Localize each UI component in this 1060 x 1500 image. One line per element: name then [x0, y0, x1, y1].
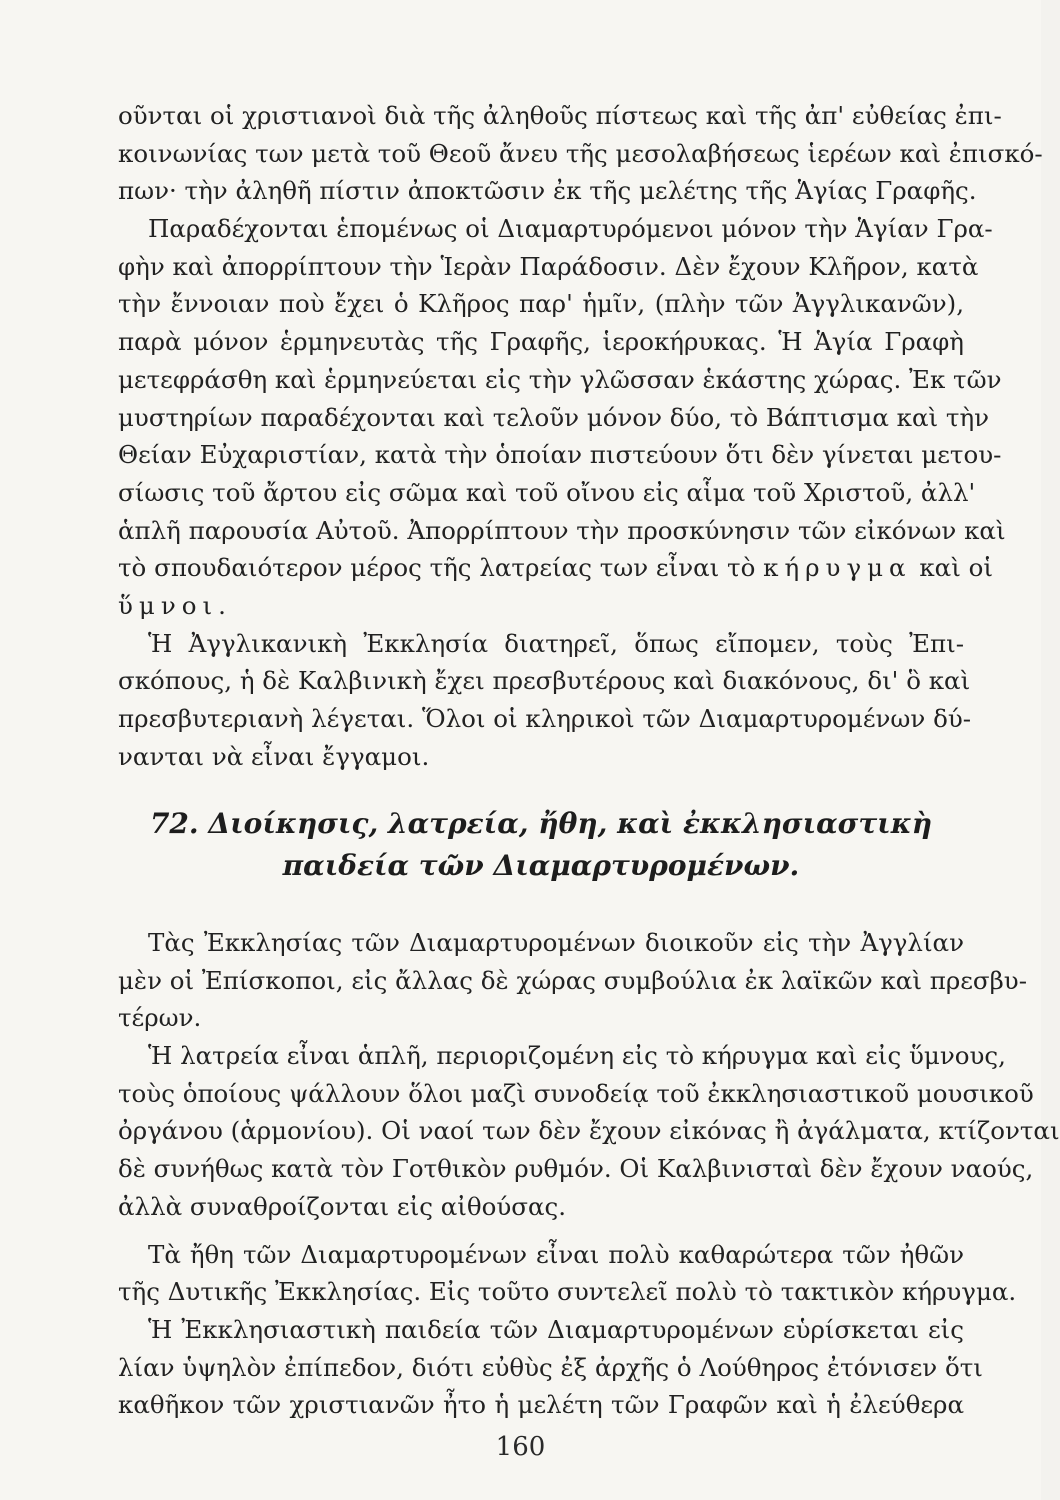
- line-prefix: τὸ σπουδαιότερον μέρος τῆς λατρείας των εἶναι τὸ: [118, 553, 756, 583]
- text-line: Τὰ ἤθη τῶν Διαμαρτυρομένων εἶναι πολὺ καθαρώτερα τῶν ἠθῶν: [148, 1239, 964, 1269]
- text-line: οῦνται οἱ χριστιανοὶ διὰ τῆς ἀληθοῦς πίστεως καὶ τῆς ἀπ' εὐθείας ἐπι-: [118, 101, 1002, 130]
- text-line: τοὺς ὁποίους ψάλλουν ὅλοι μαζὶ συνοδείᾳ τοῦ ἐκκλησιαστικοῦ μουσικοῦ: [118, 1078, 1034, 1108]
- text-line: τῆς Δυτικῆς Ἐκκλησίας. Εἰς τοῦτο συντελεῖ πολὺ τὸ τακτικὸν κήρυγμα.: [118, 1277, 1017, 1307]
- text-line: σίωσις τοῦ ἄρτου εἰς σῶμα καὶ τοῦ οἴνου εἰς αἷμα τοῦ Χριστοῦ, ἀλλ': [118, 477, 976, 507]
- section-heading-line-1: 72. Διοίκησις, λατρεία, ἤθη, καὶ ἐκκλησιαστικὴ: [149, 807, 933, 840]
- paragraph-gap: [118, 1226, 964, 1236]
- text-line: φὴν καὶ ἀπορρίπτουν τὴν Ἱερὰν Παράδοσιν. Δὲν ἔχουν Κλῆρον, κατὰ: [118, 251, 979, 281]
- text-line: Ἡ Ἀγγλικανικὴ Ἐκκλησία διατηρεῖ, ὅπως εἴπομεν, τοὺς Ἐπι-: [148, 628, 964, 658]
- text-line-with-spaced-words: [118, 549, 993, 587]
- spaced-word: κήρυγμα: [763, 553, 912, 583]
- section-heading: [118, 803, 964, 887]
- line-suffix: καὶ οἱ: [919, 553, 993, 583]
- text-line: Τὰς Ἐκκλησίας τῶν Διαμαρτυρομένων διοικοῦν εἰς τὴν Ἀγγλίαν: [148, 928, 964, 957]
- text-line: ἁπλῆ παρουσία Αὐτοῦ. Ἀπορρίπτουν τὴν προσκύνησιν τῶν εἰκόνων καὶ: [118, 515, 1006, 545]
- text-line: δὲ συνήθως κατὰ τὸν Γοτθικὸν ρυθμόν. Οἱ Καλβινισταὶ δὲν ἔχουν ναούς,: [118, 1154, 1034, 1184]
- text-line: νανται νὰ εἶναι ἔγγαμοι.: [118, 741, 430, 771]
- text-line: τέρων.: [118, 1003, 202, 1033]
- top-text-block: [118, 97, 1043, 775]
- text-line: κοινωνίας των μετὰ τοῦ Θεοῦ ἄνευ τῆς μεσολαβήσεως ἱερέων καὶ ἐπισκό-: [118, 138, 1043, 168]
- text-line: μυστηρίων παραδέχονται καὶ τελοῦν μόνον δύο, τὸ Βάπτισμα καὶ τὴν: [118, 402, 990, 432]
- text-line: Ἡ λατρεία εἶναι ἁπλῆ, περιοριζομένη εἰς τὸ κήρυγμα καὶ εἰς ὕμνους,: [148, 1041, 1006, 1071]
- spaced-word-line: ὕμνοι.: [118, 590, 232, 620]
- text-line: Θείαν Εὐχαριστίαν, κατὰ τὴν ὁποίαν πιστεύουν ὅτι δὲν γίνεται μετου-: [118, 440, 1002, 470]
- text-line: τὴν ἔννοιαν ποὺ ἔχει ὁ Κλῆρος παρ' ἡμῖν, (πλὴν τῶν Ἀγγλικανῶν),: [118, 289, 964, 319]
- text-line: μὲν οἱ Ἐπίσκοποι, εἰς ἄλλας δὲ χώρας συμβούλια ἐκ λαϊκῶν καὶ πρεσβυ-: [118, 965, 1027, 995]
- text-line: καθῆκον τῶν χριστιανῶν ἦτο ἡ μελέτη τῶν Γραφῶν καὶ ἡ ἐλεύθερα: [118, 1390, 964, 1420]
- text-line: ὀργάνου (ἁρμονίου). Οἱ ναοί των δὲν ἔχουν εἰκόνας ἢ ἀγάλματα, κτίζονται: [118, 1116, 1060, 1146]
- bottom-text-block: [118, 924, 1060, 1424]
- text-line: λίαν ὑψηλὸν ἐπίπεδον, διότι εὐθὺς ἐξ ἀρχῆς ὁ Λούθηρος ἐτόνισεν ὅτι: [118, 1352, 983, 1382]
- text-line: παρὰ μόνον ἑρμηνευτὰς τῆς Γραφῆς, ἱεροκήρυκας. Ἡ Ἁγία Γραφὴ: [118, 327, 964, 357]
- page-number: 160: [495, 1432, 546, 1462]
- text-line: μετεφράσθη καὶ ἑρμηνεύεται εἰς τὴν γλῶσσαν ἑκάστης χώρας. Ἐκ τῶν: [118, 364, 1002, 394]
- text-line: Ἡ Ἐκκλησιαστικὴ παιδεία τῶν Διαμαρτυρομένων εὑρίσκεται εἰς: [148, 1314, 964, 1344]
- section-heading-line-2: παιδεία τῶν Διαμαρτυρομένων.: [282, 849, 800, 882]
- text-line: πρεσβυτεριανὴ λέγεται. Ὅλοι οἱ κληρικοὶ τῶν Διαμαρτυρομένων δύ-: [118, 704, 972, 733]
- text-line: πων· τὴν ἀληθῆ πίστιν ἀποκτῶσιν ἐκ τῆς μελέτης τῆς Ἁγίας Γραφῆς.: [118, 176, 977, 206]
- text-line: Παραδέχονται ἑπομένως οἱ Διαμαρτυρόμενοι μόνον τὴν Ἁγίαν Γρα-: [148, 214, 993, 244]
- text-line: σκόπους, ἡ δὲ Καλβινικὴ ἔχει πρεσβυτέρους καὶ διακόνους, δι' ὃ καὶ: [118, 666, 971, 696]
- text-line: ἀλλὰ συναθροίζονται εἰς αἰθούσας.: [118, 1191, 567, 1221]
